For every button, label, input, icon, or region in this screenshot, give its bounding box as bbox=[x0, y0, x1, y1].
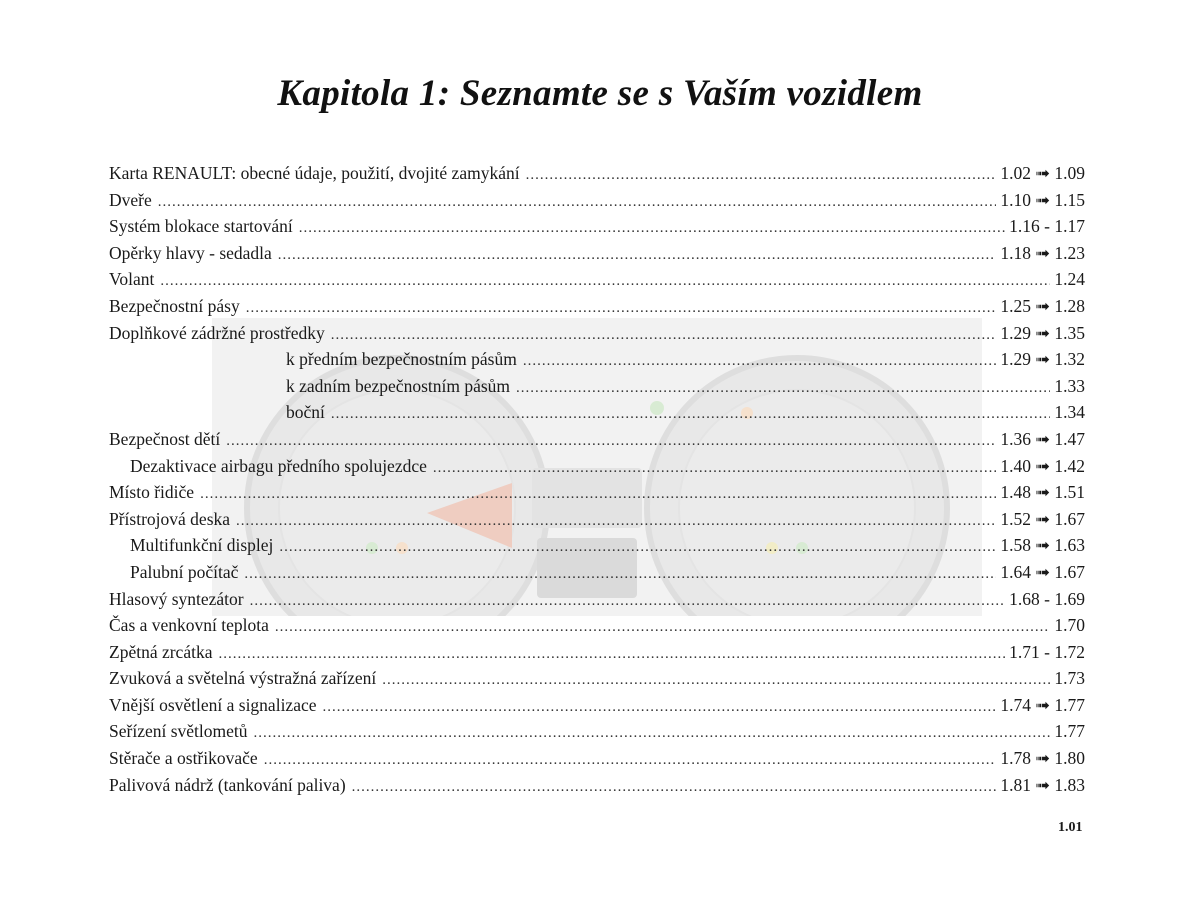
toc-entry-pages: 1.29 ➟ 1.32 bbox=[1000, 349, 1085, 370]
toc-entry[interactable] bbox=[109, 187, 1085, 214]
toc-entry[interactable] bbox=[109, 266, 1085, 293]
toc-entry[interactable] bbox=[109, 240, 1085, 267]
toc-entry-pages: 1.34 bbox=[1054, 402, 1085, 423]
toc-leader-dots bbox=[158, 189, 997, 216]
toc-leader-dots bbox=[246, 295, 997, 322]
page-title: Kapitola 1: Seznamte se s Vaším vozidlem bbox=[277, 73, 923, 114]
toc-leader-dots bbox=[160, 268, 1050, 295]
toc-entry[interactable] bbox=[109, 559, 1085, 586]
toc-leader-dots bbox=[250, 588, 1006, 615]
toc-entry[interactable] bbox=[109, 665, 1085, 692]
toc-entry-label: Místo řidiče bbox=[109, 482, 195, 503]
toc-entry-pages: 1.36 ➟ 1.47 bbox=[1000, 428, 1085, 449]
toc-leader-dots bbox=[278, 242, 997, 269]
toc-leader-dots bbox=[244, 561, 996, 588]
toc-entry-label: Multifunkční displej bbox=[130, 535, 274, 556]
toc-entry-label: Doplňkové zádržné prostředky bbox=[109, 322, 325, 343]
toc-entry-label: Seřízení světlometů bbox=[109, 721, 248, 742]
toc-entry-label: Stěrače a ostřikovače bbox=[109, 748, 258, 769]
toc-entry-pages: 1.48 ➟ 1.51 bbox=[1000, 482, 1085, 503]
toc-entry-label: Bezpečnost dětí bbox=[109, 428, 221, 449]
toc-entry-label: Volant bbox=[109, 269, 155, 290]
toc-entry-label: Palivová nádrž (tankování paliva) bbox=[109, 774, 346, 795]
toc-entry-pages: 1.71 - 1.72 bbox=[1009, 641, 1085, 662]
toc-entry-label: Systém blokace startování bbox=[109, 216, 293, 237]
toc-entry-pages: 1.16 - 1.17 bbox=[1009, 216, 1085, 237]
toc-entry[interactable] bbox=[109, 745, 1085, 772]
toc-entry[interactable] bbox=[109, 426, 1085, 453]
toc-entry-label: Palubní počítač bbox=[130, 561, 239, 582]
toc-entry[interactable] bbox=[109, 506, 1085, 533]
toc-entry-label: Karta RENAULT: obecné údaje, použití, dvojité zamykání bbox=[109, 163, 520, 183]
toc-entry-pages: 1.78 ➟ 1.80 bbox=[1000, 748, 1085, 769]
toc-entry-pages: 1.29 ➟ 1.35 bbox=[1000, 322, 1085, 343]
toc-entry-label: Čas a venkovní teplota bbox=[109, 615, 269, 636]
toc-leader-dots bbox=[523, 348, 996, 375]
toc-entry[interactable] bbox=[109, 692, 1085, 719]
toc-entry[interactable] bbox=[109, 612, 1085, 639]
toc-entry[interactable] bbox=[109, 718, 1085, 745]
toc-entry-label: Dezaktivace airbagu předního spolujezdce bbox=[130, 455, 427, 476]
toc-entry[interactable] bbox=[109, 346, 1085, 373]
toc-entry-pages: 1.18 ➟ 1.23 bbox=[1000, 242, 1085, 263]
toc-entry-pages: 1.70 bbox=[1054, 615, 1085, 636]
toc-entry-label: Přístrojová deska bbox=[109, 508, 231, 529]
toc-entry[interactable] bbox=[109, 772, 1085, 799]
toc-leader-dots bbox=[236, 508, 996, 535]
toc-leader-dots bbox=[331, 322, 997, 349]
toc-leader-dots bbox=[254, 720, 1051, 747]
toc-entry-pages: 1.25 ➟ 1.28 bbox=[1000, 295, 1085, 316]
toc-entry[interactable] bbox=[109, 639, 1085, 666]
toc-entry-label: Zvuková a světelná výstražná zařízení bbox=[109, 668, 377, 689]
toc-entry-label: k zadním bezpečnostním pásům bbox=[286, 375, 511, 396]
toc-entry-pages: 1.10 ➟ 1.15 bbox=[1000, 189, 1085, 210]
toc-entry[interactable] bbox=[109, 399, 1085, 426]
table-of-contents bbox=[109, 160, 1085, 798]
toc-leader-dots bbox=[323, 694, 997, 721]
toc-entry-pages: 1.74 ➟ 1.77 bbox=[1000, 694, 1085, 715]
toc-leader-dots bbox=[352, 774, 997, 801]
toc-leader-dots bbox=[200, 481, 996, 508]
toc-entry-pages: 1.40 ➟ 1.42 bbox=[1000, 455, 1085, 476]
toc-leader-dots bbox=[526, 162, 997, 189]
toc-entry-label: Bezpečnostní pásy bbox=[109, 295, 240, 316]
toc-leader-dots bbox=[516, 375, 1050, 402]
toc-entry[interactable] bbox=[109, 586, 1085, 613]
toc-entry[interactable] bbox=[109, 293, 1085, 320]
toc-leader-dots bbox=[226, 428, 996, 455]
toc-entry-label: Dveře bbox=[109, 189, 152, 210]
toc-entry[interactable] bbox=[109, 453, 1085, 480]
toc-entry-pages: 1.77 bbox=[1054, 721, 1085, 742]
toc-entry-label: Opěrky hlavy - sedadla bbox=[109, 242, 272, 263]
toc-leader-dots bbox=[331, 401, 1050, 428]
toc-entry[interactable] bbox=[109, 479, 1085, 506]
toc-leader-dots bbox=[382, 667, 1050, 694]
toc-entry[interactable] bbox=[109, 160, 1085, 187]
page-number: 1.01 bbox=[1058, 820, 1083, 835]
toc-entry-pages: 1.64 ➟ 1.67 bbox=[1000, 561, 1085, 582]
toc-entry[interactable] bbox=[109, 320, 1085, 347]
toc-leader-dots bbox=[275, 614, 1050, 641]
toc-entry-pages: 1.81 ➟ 1.83 bbox=[1000, 774, 1085, 795]
toc-entry-label: Zpětná zrcátka bbox=[109, 641, 213, 662]
toc-entry-label: boční bbox=[286, 402, 325, 423]
toc-entry-label: Hlasový syntezátor bbox=[109, 588, 244, 609]
toc-leader-dots bbox=[264, 747, 997, 774]
toc-leader-dots bbox=[279, 534, 996, 561]
toc-entry-pages: 1.52 ➟ 1.67 bbox=[1000, 508, 1085, 529]
toc-entry-pages: 1.24 bbox=[1054, 269, 1085, 290]
toc-entry-pages: 1.73 bbox=[1054, 668, 1085, 689]
toc-entry[interactable] bbox=[109, 532, 1085, 559]
toc-entry-pages: 1.58 ➟ 1.63 bbox=[1000, 535, 1085, 556]
toc-entry-pages: 1.33 bbox=[1054, 375, 1085, 396]
toc-entry-label: k předním bezpečnostním pásům bbox=[286, 349, 517, 370]
toc-entry-label: Vnější osvětlení a signalizace bbox=[109, 694, 317, 715]
toc-leader-dots bbox=[299, 215, 1005, 242]
toc-entry-pages: 1.02 ➟ 1.09 bbox=[1000, 163, 1085, 183]
toc-entry[interactable] bbox=[109, 213, 1085, 240]
toc-leader-dots bbox=[218, 641, 1005, 668]
toc-entry-pages: 1.68 - 1.69 bbox=[1009, 588, 1085, 609]
toc-leader-dots bbox=[433, 455, 996, 482]
toc-entry[interactable] bbox=[109, 373, 1085, 400]
